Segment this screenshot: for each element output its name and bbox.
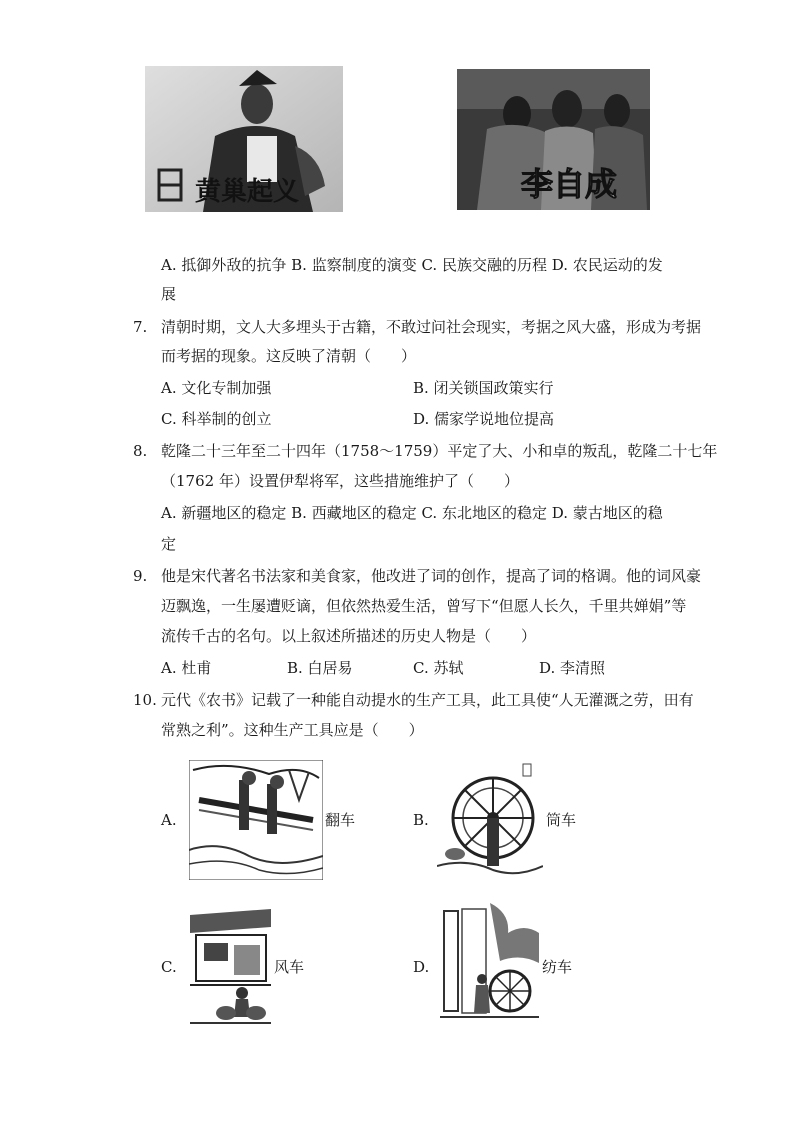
huangchao-caption: 黄巢起义 xyxy=(195,177,300,207)
q7-option-b: B. 闭关锁国政策实行 xyxy=(413,379,554,397)
q7-stem-line1: 清朝时期，文人大多埋头于古籍，不敢过问社会现实，考据之风大盛，形成为考据 xyxy=(161,318,702,336)
q8-options-line2: 定 xyxy=(161,535,177,553)
q8-stem-line1: 乾隆二十三年至二十四年（1758～1759）平定了大、小和卓的叛乱，乾隆二十七年 xyxy=(161,442,718,460)
q9-option-d: D. 李清照 xyxy=(539,659,606,677)
q10-option-d-caption: 纺车 xyxy=(542,958,573,976)
q8-stem-line2: （1762 年）设置伊犁将军，这些措施维护了（ ） xyxy=(161,472,519,490)
q10-number: 10. xyxy=(133,691,157,709)
q10-option-c-caption: 风车 xyxy=(274,958,305,976)
li-zicheng-image xyxy=(457,69,650,210)
q6-options-line2: 展 xyxy=(161,285,177,303)
q10-option-c-letter: C. xyxy=(161,958,177,976)
q10-stem-line2: 常熟之利”。这种生产工具应是（ ） xyxy=(161,721,424,739)
fangche-image xyxy=(440,903,539,1027)
q7-number: 7. xyxy=(133,318,148,336)
huangchao-uprising-image xyxy=(145,66,343,212)
q9-stem-line1: 他是宋代著名书法家和美食家，他改进了词的创作，提高了词的格调。他的词风豪 xyxy=(161,567,702,585)
q7-option-c: C. 科举制的创立 xyxy=(161,410,272,428)
q9-stem-line3: 流传千古的名句。以上叙述所描述的历史人物是（ ） xyxy=(161,627,537,645)
q8-options-line1: A. 新疆地区的稳定 B. 西藏地区的稳定 C. 东北地区的稳定 D. 蒙古地区的稳 xyxy=(161,504,663,522)
q6-options-line1: A. 抵御外敌的抗争 B. 监察制度的演变 C. 民族交融的历程 D. 农民运动的发 xyxy=(161,256,663,274)
q10-option-a-caption: 翻车 xyxy=(325,811,356,829)
fengche-image xyxy=(190,905,271,1027)
q10-option-b-letter: B. xyxy=(413,811,429,829)
q8-number: 8. xyxy=(133,442,148,460)
q9-number: 9. xyxy=(133,567,148,585)
fanche-image xyxy=(189,760,323,880)
q9-option-b: B. 白居易 xyxy=(287,659,353,677)
q7-option-d: D. 儒家学说地位提高 xyxy=(413,410,555,428)
q10-option-d-letter: D. xyxy=(413,958,430,976)
q9-option-c: C. 苏轼 xyxy=(413,659,464,677)
tongche-image xyxy=(437,762,543,878)
q10-option-b-caption: 筒车 xyxy=(546,811,577,829)
q10-option-a-letter: A. xyxy=(161,811,177,829)
q7-stem-line2: 而考据的现象。这反映了清朝（ ） xyxy=(161,347,417,365)
q9-option-a: A. 杜甫 xyxy=(161,659,212,677)
q7-option-a: A. 文化专制加强 xyxy=(161,379,272,397)
li-zicheng-caption: 李自成 xyxy=(521,165,618,203)
q10-stem-line1: 元代《农书》记载了一种能自动提水的生产工具，此工具使“人无灌溉之劳，田有 xyxy=(161,691,694,709)
q9-stem-line2: 迈飘逸，一生屡遭贬谪，但依然热爱生活，曾写下“但愿人长久，千里共婵娟”等 xyxy=(161,597,687,615)
